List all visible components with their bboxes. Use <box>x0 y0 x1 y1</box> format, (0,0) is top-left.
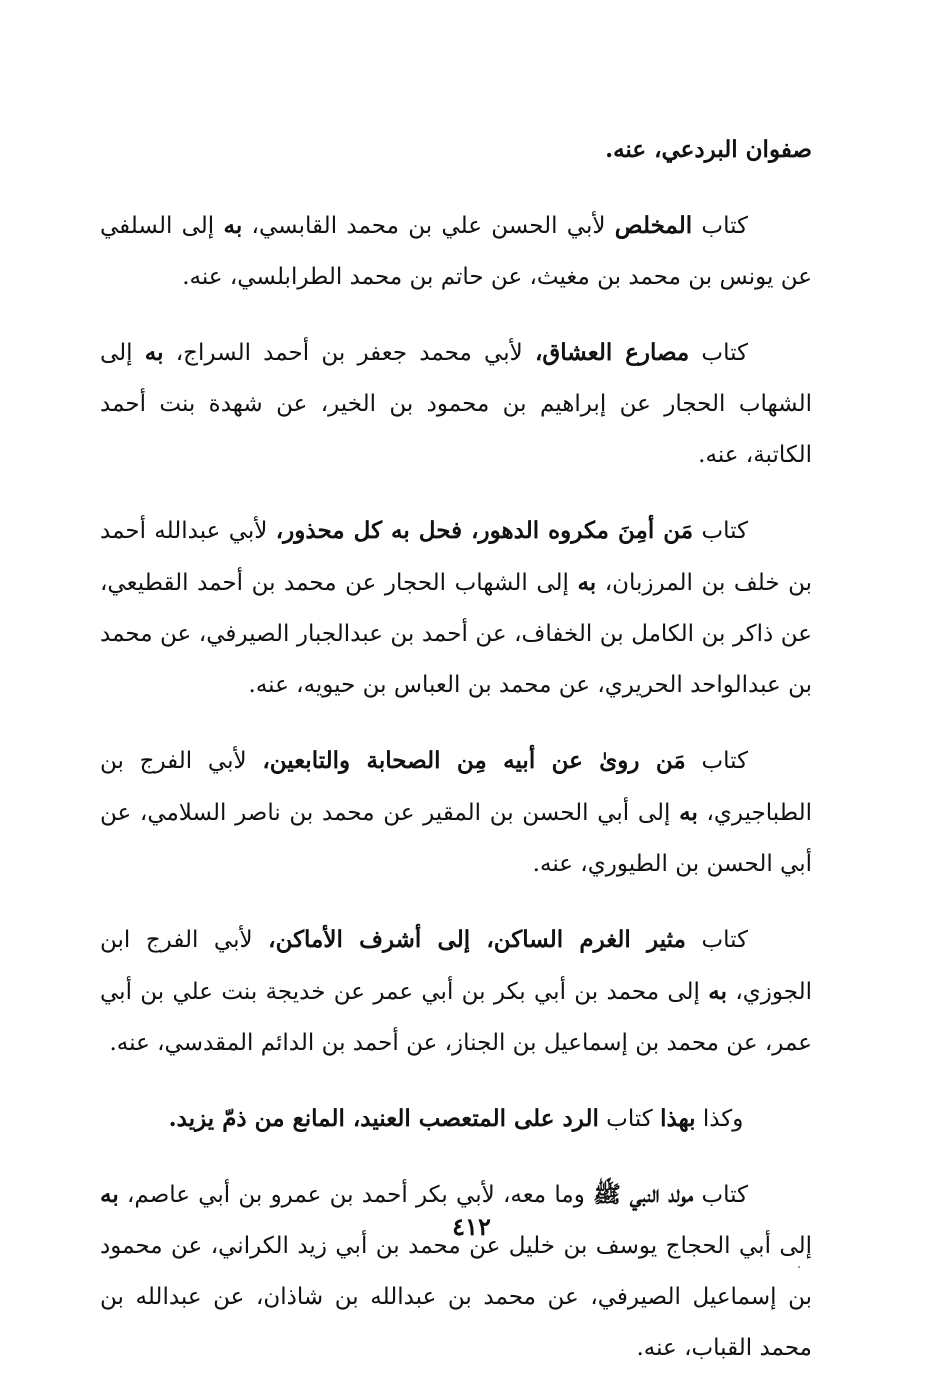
text-run: كتاب <box>689 340 748 366</box>
paragraph <box>100 1093 812 1145</box>
paragraph <box>100 1169 812 1374</box>
bold-text-run: به <box>679 799 698 826</box>
text-run: لأبي محمد جعفر بن أحمد السراج، <box>163 340 535 366</box>
bold-text-run: مَن أمِنَ مكروه الدهور، فحل به كل محذور، <box>275 517 694 544</box>
text-run: وما معه، لأبي بكر أحمد بن عمرو بن أبي عاصم، <box>118 1182 594 1208</box>
text-run: إلى الشهاب الحجار عن إبراهيم بن محمود بن الخير، عن شهدة بنت أحمد الكاتبة، عنه. <box>100 340 812 468</box>
text-run: لأبي الفرج ابن الجوزي، <box>100 927 812 1005</box>
scan-speck <box>798 1266 800 1268</box>
bold-text-run: مَن روىٰ عن أبيه مِن الصحابة والتابعين، <box>262 747 686 774</box>
text-run: إلى أبي الحسن بن المقير عن محمد بن ناصر السلامي، عن أبي الحسن بن الطيوري، عنه. <box>100 800 812 877</box>
text-run: كتاب <box>598 1106 661 1132</box>
text-run: كتاب <box>692 213 748 239</box>
bold-text-run: المخلص <box>614 212 693 239</box>
text-run: إلى الشهاب الحجار عن محمد بن أحمد القطيعي، عن ذاكر بن الكامل بن الخفاف، عن أحمد بن عبدالجبار الصيرفي، عن محمد بن عبدالواحد الحريري، عن محمد بن العباس بن حيويه، عنه. <box>100 570 812 698</box>
bold-text-run: به <box>223 212 243 239</box>
text-run: كتاب <box>685 748 749 774</box>
text-run: وكذا <box>695 1106 744 1132</box>
paragraph <box>100 505 812 711</box>
bold-text-run: صفوان البردعي، عنه. <box>605 136 812 163</box>
paragraph <box>100 124 812 176</box>
bold-text-run: به <box>708 978 727 1005</box>
page-number: ٤١٢ <box>452 1212 491 1241</box>
text-run: كتاب <box>693 518 748 544</box>
text-run: إلى السلفي عن يونس بن محمد بن مغيث، عن حاتم بن محمد الطرابلسي، عنه. <box>100 213 812 290</box>
bold-text-run: مصارع العشاق، <box>534 339 690 366</box>
bold-text-run: به <box>144 339 164 366</box>
paragraph <box>100 914 812 1069</box>
bold-text-run: بهذا <box>660 1105 696 1132</box>
bold-text-run: الرد على المتعصب العنيد، المانع من ذمّ يزيد. <box>168 1105 599 1132</box>
paragraph <box>100 735 812 890</box>
bold-text-run: به <box>100 1181 119 1208</box>
text-run: لأبي الحسن علي بن محمد القابسي، <box>242 213 615 239</box>
bold-text-run: مولد النبي ﷺ <box>593 1181 694 1208</box>
text-run: إلى محمد بن أبي بكر بن أبي عمر عن خديجة بنت علي بن أبي عمر، عن محمد بن إسماعيل بن الجناز، عن أحمد بن الدائم المقدسي، عنه. <box>100 979 812 1056</box>
text-run: كتاب <box>685 927 748 953</box>
paragraph <box>100 200 812 303</box>
bold-text-run: مثير الغرم الساكن، إلى أشرف الأماكن، <box>268 926 686 953</box>
text-run: لأبي الفرج بن الطباجيري، <box>100 748 812 826</box>
text-run: إلى أبي الحجاج يوسف بن خليل عن محمد بن أبي زيد الكراني، عن محمود بن إسماعيل الصيرفي، عن محمد بن عبدالله بن شاذان، عن عبدالله بن محمد القباب، عنه. <box>100 1233 812 1361</box>
text-run: لأبي عبدالله أحمد بن خلف بن المرزبان، <box>100 518 812 596</box>
page-body-text <box>100 124 812 1398</box>
paragraph <box>100 327 812 481</box>
bold-text-run: به <box>577 569 597 596</box>
text-run: كتاب <box>693 1182 748 1208</box>
